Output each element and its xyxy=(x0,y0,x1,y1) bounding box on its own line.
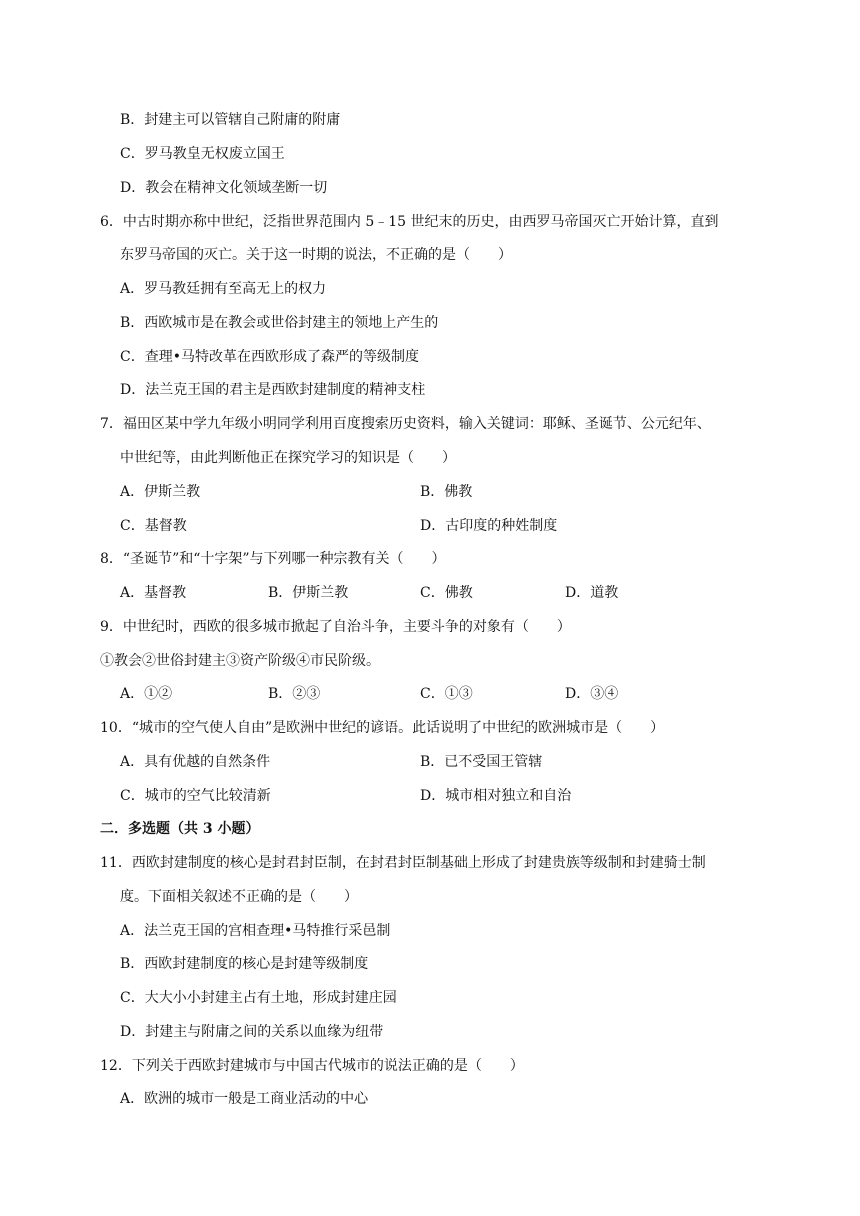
q11-option-a: A．法兰克王国的宫相查理•马特推行采邑制 xyxy=(120,923,391,939)
q6-stem-line1: 6．中古时期亦称中世纪，泛指世界范围内 5﹣15 世纪末的历史，由西罗马帝国灭亡开始计算，直到 xyxy=(100,214,719,230)
q11-option-d: D．封建主与附庸之间的关系以血缘为纽带 xyxy=(120,1024,384,1040)
q7-option-b: B．佛教 xyxy=(420,484,473,500)
q7-option-c: C．基督教 xyxy=(120,518,187,534)
q9-stem: 9．中世纪时，西欧的很多城市掀起了自治斗争，主要斗争的对象有（ ） xyxy=(100,619,571,635)
q8-option-c: C．佛教 xyxy=(420,585,473,601)
q8-option-d: D．道教 xyxy=(565,585,619,601)
q11-stem-line1: 11．西欧封建制度的核心是封君封臣制，在封君封臣制基础上形成了封建贵族等级制和封建骑士制 xyxy=(100,855,706,871)
q7-option-a: A．伊斯兰教 xyxy=(120,484,201,500)
q10-option-b: B．已不受国王管辖 xyxy=(420,754,543,770)
q11-stem-line2: 度。下面相关叙述不正确的是（ ） xyxy=(120,889,358,905)
q6-stem-line2: 东罗马帝国的灭亡。关于这一时期的说法，不正确的是（ ） xyxy=(120,247,512,263)
q8-option-a: A．基督教 xyxy=(120,585,187,601)
q9-items: ①教会②世俗封建主③资产阶级④市民阶级。 xyxy=(100,653,380,669)
q12-stem: 12．下列关于西欧封建城市与中国古代城市的说法正确的是（ ） xyxy=(100,1058,524,1074)
q5-option-b: B．封建主可以管辖自己附庸的附庸 xyxy=(120,112,341,128)
q11-option-b: B．西欧封建制度的核心是封建等级制度 xyxy=(120,956,369,972)
q7-option-d: D．古印度的种姓制度 xyxy=(420,518,558,534)
q8-option-b: B．伊斯兰教 xyxy=(268,585,349,601)
q9-option-a: A．①② xyxy=(120,686,173,702)
q6-option-a: A．罗马教廷拥有至高无上的权力 xyxy=(120,281,327,297)
q5-option-c: C．罗马教皇无权废立国王 xyxy=(120,146,285,162)
q9-option-d: D．③④ xyxy=(565,686,619,702)
q10-option-c: C．城市的空气比较清新 xyxy=(120,788,271,804)
q10-option-a: A．具有优越的自然条件 xyxy=(120,754,271,770)
q5-option-d: D．教会在精神文化领域垄断一切 xyxy=(120,180,328,196)
q10-stem: 10．“城市的空气使人自由”是欧洲中世纪的谚语。此话说明了中世纪的欧洲城市是（ ） xyxy=(100,720,665,736)
q12-option-a: A．欧洲的城市一般是工商业活动的中心 xyxy=(120,1091,369,1107)
q9-option-b: B．②③ xyxy=(268,686,321,702)
q8-stem: 8．“圣诞节”和“十字架”与下列哪一种宗教有关（ ） xyxy=(100,551,446,567)
q9-option-c: C．①③ xyxy=(420,686,473,702)
q10-option-d: D．城市相对独立和自治 xyxy=(420,788,572,804)
q7-stem-line1: 7．福田区某中学九年级小明同学利用百度搜索历史资料，输入关键词：耶稣、圣诞节、公元纪年、 xyxy=(100,416,711,432)
section-heading-multiple-choice: 二．多选题（共 3 小题） xyxy=(100,821,260,837)
q6-option-d: D．法兰克王国的君主是西欧封建制度的精神支柱 xyxy=(120,382,426,398)
q7-stem-line2: 中世纪等，由此判断他正在探究学习的知识是（ ） xyxy=(120,450,456,466)
q6-option-b: B．西欧城市是在教会或世俗封建主的领地上产生的 xyxy=(120,315,439,331)
q6-option-c: C．查理•马特改革在西欧形成了森严的等级制度 xyxy=(120,349,419,365)
q11-option-c: C．大大小小封建主占有土地，形成封建庄园 xyxy=(120,990,397,1006)
